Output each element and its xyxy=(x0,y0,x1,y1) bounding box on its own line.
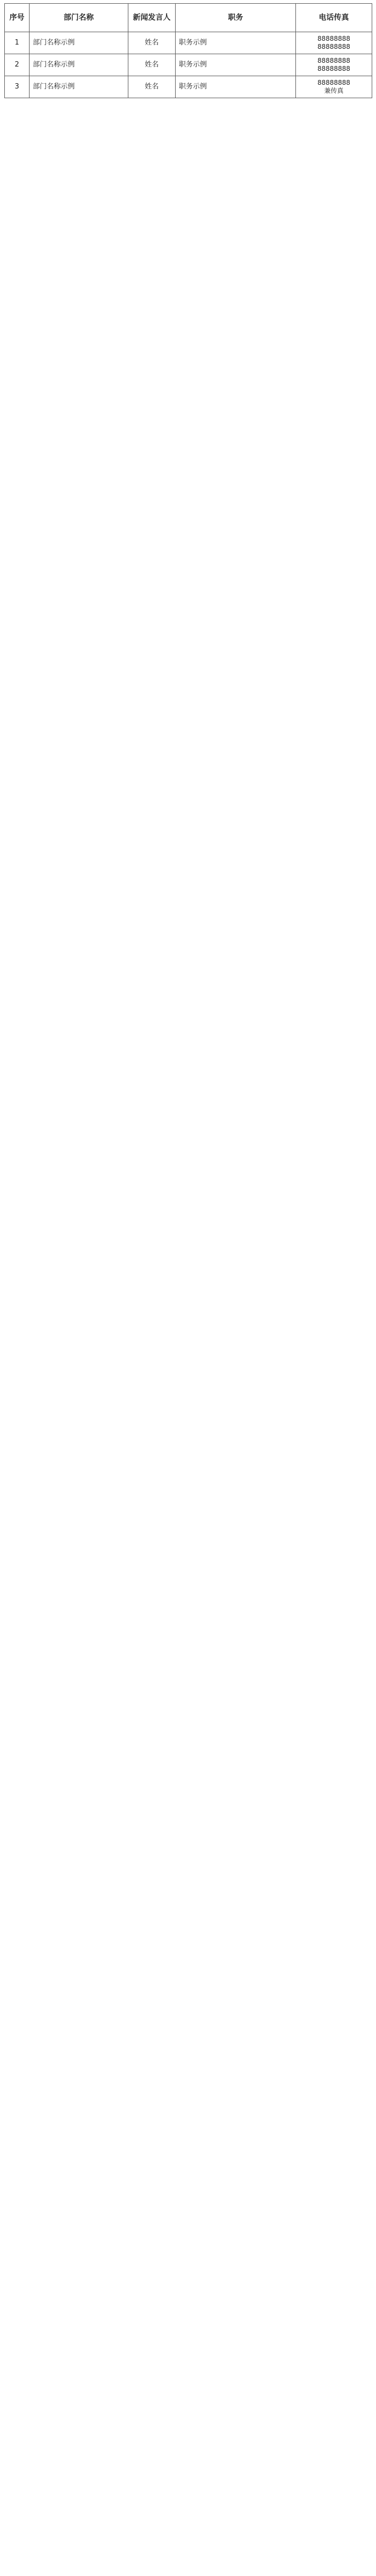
table-header xyxy=(5,4,372,32)
table-row xyxy=(5,54,372,76)
header-unit: 部门名称 xyxy=(30,4,128,32)
header-index: 序号 xyxy=(5,4,30,32)
header-title: 职务 xyxy=(176,4,296,32)
row-person: 姓名 xyxy=(128,32,176,54)
row-phone xyxy=(296,76,372,98)
table-body xyxy=(5,32,372,98)
row-title: 职务示例 xyxy=(176,32,296,54)
row-person: 姓名 xyxy=(128,54,176,76)
spokesperson-table xyxy=(4,3,372,98)
row-index: 1 xyxy=(5,32,30,54)
row-person: 姓名 xyxy=(128,76,176,98)
row-index: 3 xyxy=(5,76,30,98)
row-phone2: 88888888 xyxy=(317,43,351,50)
table-row xyxy=(5,32,372,54)
row-phone xyxy=(296,32,372,54)
row-unit: 部门名称示例 xyxy=(30,76,128,98)
row-phone1: 88888888 xyxy=(317,35,351,42)
row-title: 职务示例 xyxy=(176,76,296,98)
row-phone2: 88888888 xyxy=(317,65,351,72)
row-phone xyxy=(296,54,372,76)
row-unit: 部门名称示例 xyxy=(30,54,128,76)
row-phone1: 88888888 xyxy=(317,79,351,86)
table-row xyxy=(5,76,372,98)
row-index: 2 xyxy=(5,54,30,76)
header-person: 新闻发言人 xyxy=(128,4,176,32)
row-unit: 部门名称示例 xyxy=(30,32,128,54)
row-phone2: 兼传真 xyxy=(324,87,344,94)
row-phone1: 88888888 xyxy=(317,57,351,64)
header-phone: 电话传真 xyxy=(296,4,372,32)
row-title: 职务示例 xyxy=(176,54,296,76)
header-row xyxy=(5,4,372,32)
